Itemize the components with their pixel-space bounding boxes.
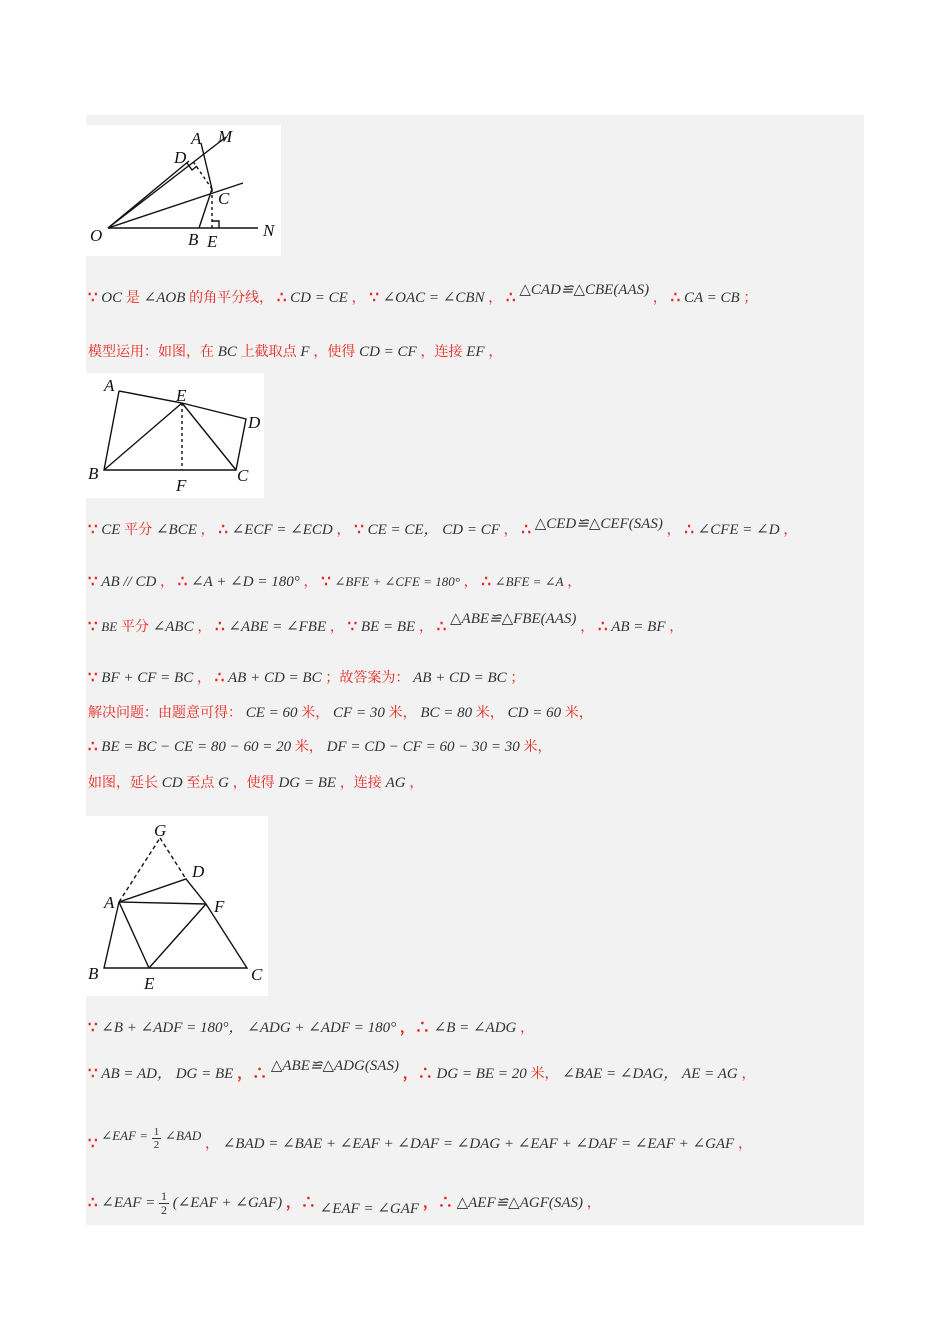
label-a: A — [104, 893, 115, 912]
line-model-application: 模型运用：如图，在 BC 上截取点 F ，使得 CD = CF ，连接 EF ， — [88, 344, 503, 360]
fraction-half: $\frac{1}{2}$ — [160, 1189, 167, 1217]
label-a: A — [104, 376, 115, 395]
label-b: B — [88, 464, 99, 483]
fraction-half: $\frac{1}{2}$ — [153, 1126, 160, 1151]
figure-quadrilateral — [86, 373, 264, 498]
figure-angle-bisector — [86, 125, 281, 256]
line-sas-congruence: ∵ AB = AD， DG = BE ，∴ △ABE≌△ADG(SAS) ，∴ DG = BE = 20 米， ∠BAE = ∠DAG， AE = AG ， — [88, 1058, 756, 1082]
label-g: G — [154, 821, 167, 840]
label-f: F — [214, 897, 225, 916]
label-c: C — [237, 466, 249, 485]
label-e: E — [207, 232, 218, 251]
label-d: D — [174, 148, 187, 167]
label-c: C — [251, 965, 263, 984]
line-supplementary-angles: ∵ ∠B + ∠ADF = 180°， ∠ADG + ∠ADF = 180° ，∴ ∠B = ∠ADG ， — [88, 1020, 535, 1036]
label-e: E — [144, 974, 155, 993]
label-f: F — [176, 476, 187, 495]
line-sas-proof: ∵ CE 平分 ∠BCE ， ∴ ∠ECF = ∠ECD ， ∵ CE = CE， CD = CF ， ∴ △CED≌△CEF(SAS) ， ∴ ∠CFE = ∠D ， — [88, 516, 798, 538]
line-angle-half: ∵ ∠EAF = $\frac{1}{2}$ ∠BAD ， ∠BAD = ∠BAE + ∠EAF + ∠DAF = ∠DAG + ∠EAF + ∠DAF = ∠EAF + ∠GAF ， — [88, 1126, 752, 1152]
label-a: A — [191, 129, 202, 148]
label-d: D — [192, 862, 205, 881]
label-d: D — [248, 413, 261, 432]
line-computed-values: ∴ BE = BC − CE = 80 − 60 = 20 米， DF = CD − CF = 60 − 30 = 30 米， — [88, 739, 552, 755]
line-parallel-proof: ∵ AB // CD ， ∴ ∠A + ∠D = 180° ， ∵ ∠BFE + ∠CFE = 180° ， ∴ ∠BFE = ∠A ， — [88, 574, 582, 590]
label-o: O — [90, 226, 103, 245]
line-construction: 如图，延长 CD 至点 G ，使得 DG = BE ，连接 AG ， — [88, 775, 424, 791]
label-c: C — [218, 189, 230, 208]
label-e: E — [176, 386, 187, 405]
line-answer: ∵ BF + CF = BC ， ∴ AB + CD = BC ；故答案为： AB + CD = BC ； — [88, 670, 525, 686]
label-b: B — [88, 964, 99, 983]
label-b: B — [188, 230, 199, 249]
line-aas-proof: ∵ BE 平分 ∠ABC ， ∴ ∠ABE = ∠FBE ， ∵ BE = BE ， ∴ △ABE≌△FBE(AAS) ， ∴ AB = BF ， — [88, 611, 684, 635]
line-final-congruence: ∴ ∠EAF = $\frac{1}{2}$ (∠EAF + ∠GAF) ，∴ ∠EAF = ∠GAF ，∴ △AEF≌△AGF(SAS) ， — [88, 1189, 601, 1217]
line-problem-values: 解决问题：由题意可得： CE = 60 米， CF = 30 米， BC = 80 米， CD = 60 米， — [88, 705, 593, 721]
label-n: N — [263, 221, 275, 240]
line-model-proof: ∵ OC 是 ∠AOB 的角平分线， ∴ CD = CE ， ∵ ∠OAC = ∠CBN ， ∴ △CAD≌△CBE(AAS) ， ∴ CA = CB ； — [88, 282, 758, 306]
label-m: M — [218, 127, 233, 146]
figure-quadrilateral-extended — [86, 816, 268, 996]
